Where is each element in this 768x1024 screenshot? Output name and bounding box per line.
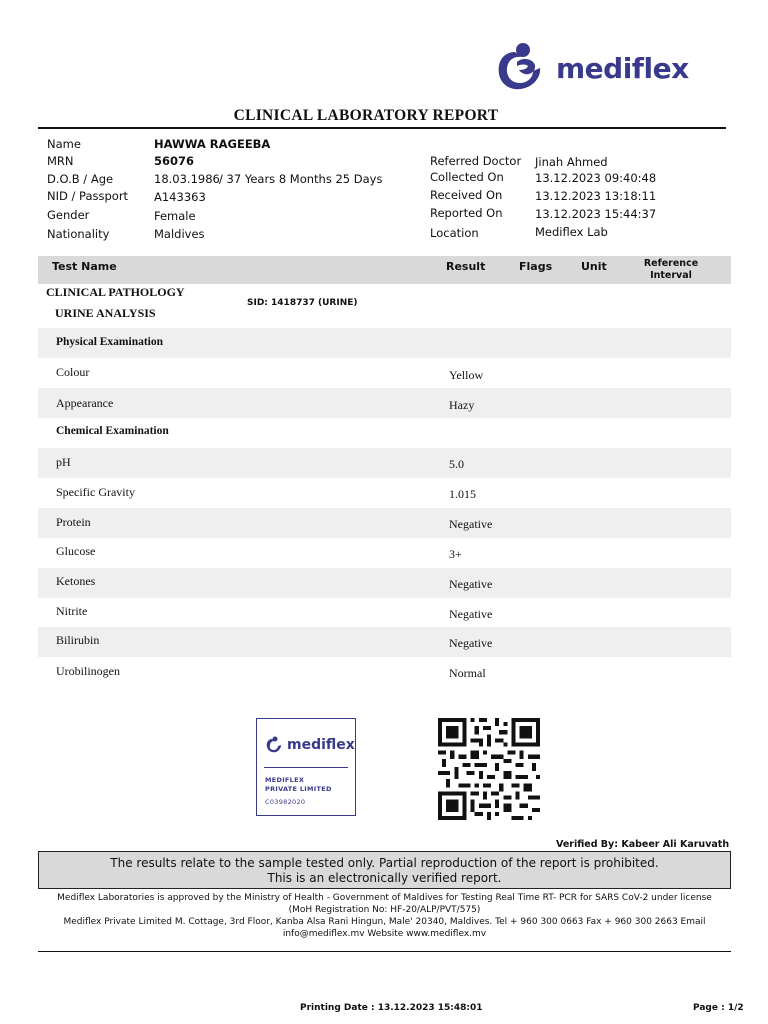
header-result: Result xyxy=(446,260,486,273)
row-band xyxy=(38,627,731,657)
gender-label: Gender xyxy=(47,208,90,222)
footer-line3: Mediflex Private Limited M. Cottage, 3rd Floor, Kanba Alsa Rani Hingun, Male' 20340, Maldives. Tel + 960 300 0663 Fax + 960 300 2663 Email xyxy=(63,917,706,927)
referred-doctor: Jinah Ahmed xyxy=(535,155,608,169)
patient-gender: Female xyxy=(154,209,196,223)
test-name: Nitrite xyxy=(56,604,88,618)
test-result: 5.0 xyxy=(449,457,464,471)
patient-nid: A143363 xyxy=(154,190,206,204)
test-result: 1.015 xyxy=(449,487,476,501)
test-result: Negative xyxy=(449,636,493,650)
section-chemical-examination: Chemical Examination xyxy=(56,425,169,437)
section-physical-examination: Physical Examination xyxy=(56,336,164,348)
test-name: Appearance xyxy=(56,396,114,410)
test-result: Yellow xyxy=(449,368,484,382)
reported-label: Reported On xyxy=(430,206,503,220)
footer-divider xyxy=(38,951,731,952)
stamp-brand-name: mediflex xyxy=(287,737,355,753)
qr-code-icon xyxy=(436,718,542,820)
nationality-label: Nationality xyxy=(47,227,110,241)
mediflex-logo-mark xyxy=(499,43,540,89)
test-name: pH xyxy=(56,455,71,469)
footer-line1: Mediflex Laboratories is approved by the Ministry of Health - Government of Maldives for Testing Real Time RT- PCR for SARS CoV-2 under license xyxy=(57,893,712,903)
disclaimer-box xyxy=(38,851,731,889)
stamp-line1: MEDIFLEX xyxy=(265,776,305,784)
test-result: Negative xyxy=(449,577,493,591)
header-test-name: Test Name xyxy=(52,260,117,273)
test-result: Negative xyxy=(449,607,493,621)
reported-on: 13.12.2023 15:44:37 xyxy=(535,207,657,221)
test-name: Protein xyxy=(56,515,91,529)
disclaimer-line2: This is an electronically verified report. xyxy=(267,871,502,885)
printing-date: Printing Date : 13.12.2023 15:48:01 xyxy=(300,1003,483,1013)
patient-age: / 37 Years 8 Months 25 Days xyxy=(219,172,383,186)
test-name: Colour xyxy=(56,365,90,379)
verified-by: Verified By: Kabeer Ali Karuvath xyxy=(556,839,730,850)
header-reference-line1: Reference xyxy=(643,258,699,269)
mrn-label: MRN xyxy=(47,154,74,168)
header-unit: Unit xyxy=(581,260,607,273)
referred-label: Referred Doctor xyxy=(430,154,522,168)
test-name: Glucose xyxy=(56,544,96,558)
test-result: Hazy xyxy=(449,398,475,412)
header-reference-interval xyxy=(636,258,706,282)
footer-line4: info@mediflex.mv Website www.mediflex.mv xyxy=(282,929,487,939)
patient-mrn: 56076 xyxy=(154,154,195,168)
test-result: Negative xyxy=(449,517,493,531)
received-label: Received On xyxy=(430,188,503,202)
stamp-logo-icon xyxy=(265,735,285,755)
location: Mediflex Lab xyxy=(535,225,608,239)
panel-title: URINE ANALYSIS xyxy=(55,306,156,320)
title-divider xyxy=(38,127,726,129)
report-title: CLINICAL LABORATORY REPORT xyxy=(233,107,499,124)
row-band xyxy=(38,448,731,478)
dob-label: D.O.B / Age xyxy=(47,172,114,186)
sample-id: SID: 1418737 (URINE) xyxy=(247,298,358,308)
stamp-line3: C03982020 xyxy=(265,798,306,806)
test-result: Normal xyxy=(449,666,486,680)
department-title: CLINICAL PATHOLOGY xyxy=(46,285,185,299)
test-name: Urobilinogen xyxy=(56,664,120,678)
footer-line2: (MoH Registration No: HF-20/ALP/PVT/575) xyxy=(288,905,481,915)
patient-nationality: Maldives xyxy=(154,227,205,241)
header-reference-line2: Interval xyxy=(650,270,692,281)
row-band xyxy=(38,568,731,598)
header-flags: Flags xyxy=(519,260,553,273)
received-on: 13.12.2023 13:18:11 xyxy=(535,189,657,203)
patient-dob: 18.03.1986 xyxy=(154,172,220,186)
test-result: 3+ xyxy=(449,547,462,561)
disclaimer-line1: The results relate to the sample tested only. Partial reproduction of the report is prohibited. xyxy=(110,856,659,870)
row-band xyxy=(38,388,731,418)
results-table-header xyxy=(38,256,731,284)
nid-label: NID / Passport xyxy=(47,189,129,203)
patient-name: HAWWA RAGEEBA xyxy=(154,137,271,151)
name-label: Name xyxy=(47,137,81,151)
brand-name: mediflex xyxy=(556,52,689,85)
test-name: Ketones xyxy=(56,574,96,588)
test-name: Bilirubin xyxy=(56,633,100,647)
test-name: Specific Gravity xyxy=(56,485,135,499)
page-number: Page : 1/2 xyxy=(693,1003,744,1013)
footer-info xyxy=(38,892,731,940)
collected-on: 13.12.2023 09:40:48 xyxy=(535,171,657,185)
collected-label: Collected On xyxy=(430,170,504,184)
row-band xyxy=(38,508,731,538)
location-label: Location xyxy=(430,226,479,240)
stamp-line2: PRIVATE LIMITED xyxy=(265,785,332,793)
stamp-divider xyxy=(264,767,348,768)
